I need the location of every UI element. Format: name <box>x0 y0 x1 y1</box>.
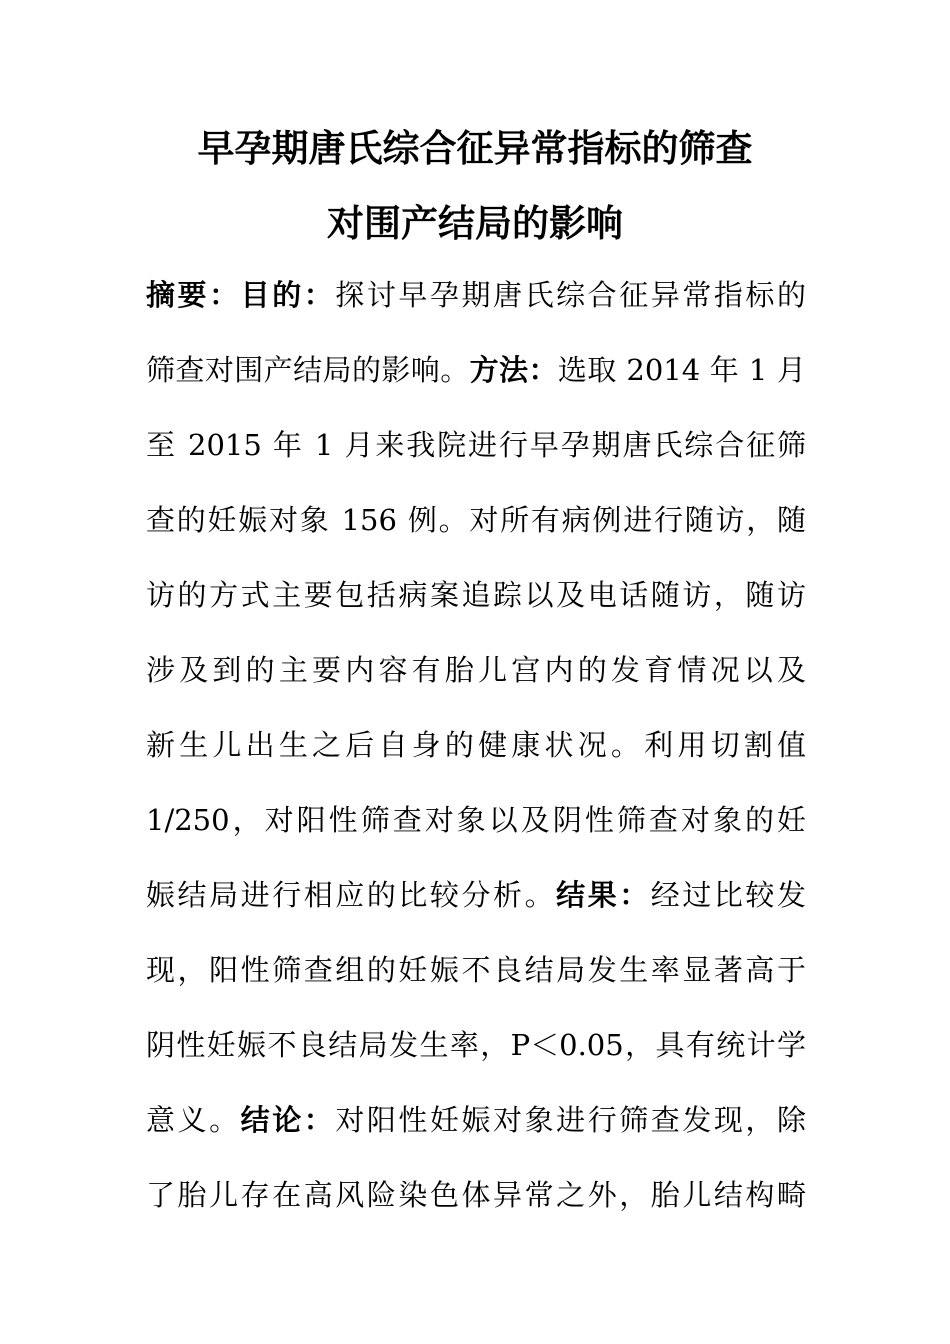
abstract-heading-conclusion: 结论： <box>240 1103 336 1137</box>
abstract-line-9 <box>146 875 806 915</box>
abstract-line-8: 1/250，对阳性筛查对象以及阴性筛查对象的妊 <box>146 803 806 837</box>
abstract-line-12 <box>146 1100 806 1140</box>
abstract-text: 娠结局进行相应的比较分析。 <box>146 878 557 912</box>
abstract-line-1 <box>146 275 806 315</box>
abstract-text: 选取 2014 年 1 月 <box>557 353 806 387</box>
abstract-line-5: 访的方式主要包括病案追踪以及电话随访，随访 <box>146 578 806 612</box>
abstract-heading-result: 结果： <box>556 878 651 912</box>
abstract-text: 意义。 <box>146 1103 241 1137</box>
abstract-line-6: 涉及到的主要内容有胎儿宫内的发育情况以及 <box>146 653 806 687</box>
abstract-heading-purpose: 摘要：目的： <box>146 278 336 312</box>
abstract-heading-method: 方法： <box>469 353 558 387</box>
abstract-line-11: 阴性妊娠不良结局发生率，P＜0.05，具有统计学 <box>146 1028 806 1062</box>
abstract-line-7: 新生儿出生之后自身的健康状况。利用切割值 <box>146 728 806 762</box>
abstract-line-4: 查的妊娠对象 156 例。对所有病例进行随访，随 <box>146 503 806 537</box>
abstract-text: 探讨早孕期唐氏综合征异常指标的 <box>335 278 806 312</box>
abstract-text: 对阳性妊娠对象进行筛查发现，除 <box>335 1103 806 1137</box>
abstract-line-13: 了胎儿存在高风险染色体异常之外，胎儿结构畸 <box>146 1178 806 1212</box>
abstract-text: 经过比较发 <box>650 878 806 912</box>
abstract-line-10: 现，阳性筛查组的妊娠不良结局发生率显著高于 <box>146 953 806 987</box>
abstract-line-3: 至 2015 年 1 月来我院进行早孕期唐氏综合征筛 <box>146 428 806 462</box>
abstract-line-2 <box>146 350 806 390</box>
abstract-text: 筛查对围产结局的影响。 <box>146 353 470 387</box>
title-line-1: 早孕期唐氏综合征异常指标的筛查 <box>197 127 753 170</box>
title-line-2: 对围产结局的影响 <box>327 202 623 245</box>
